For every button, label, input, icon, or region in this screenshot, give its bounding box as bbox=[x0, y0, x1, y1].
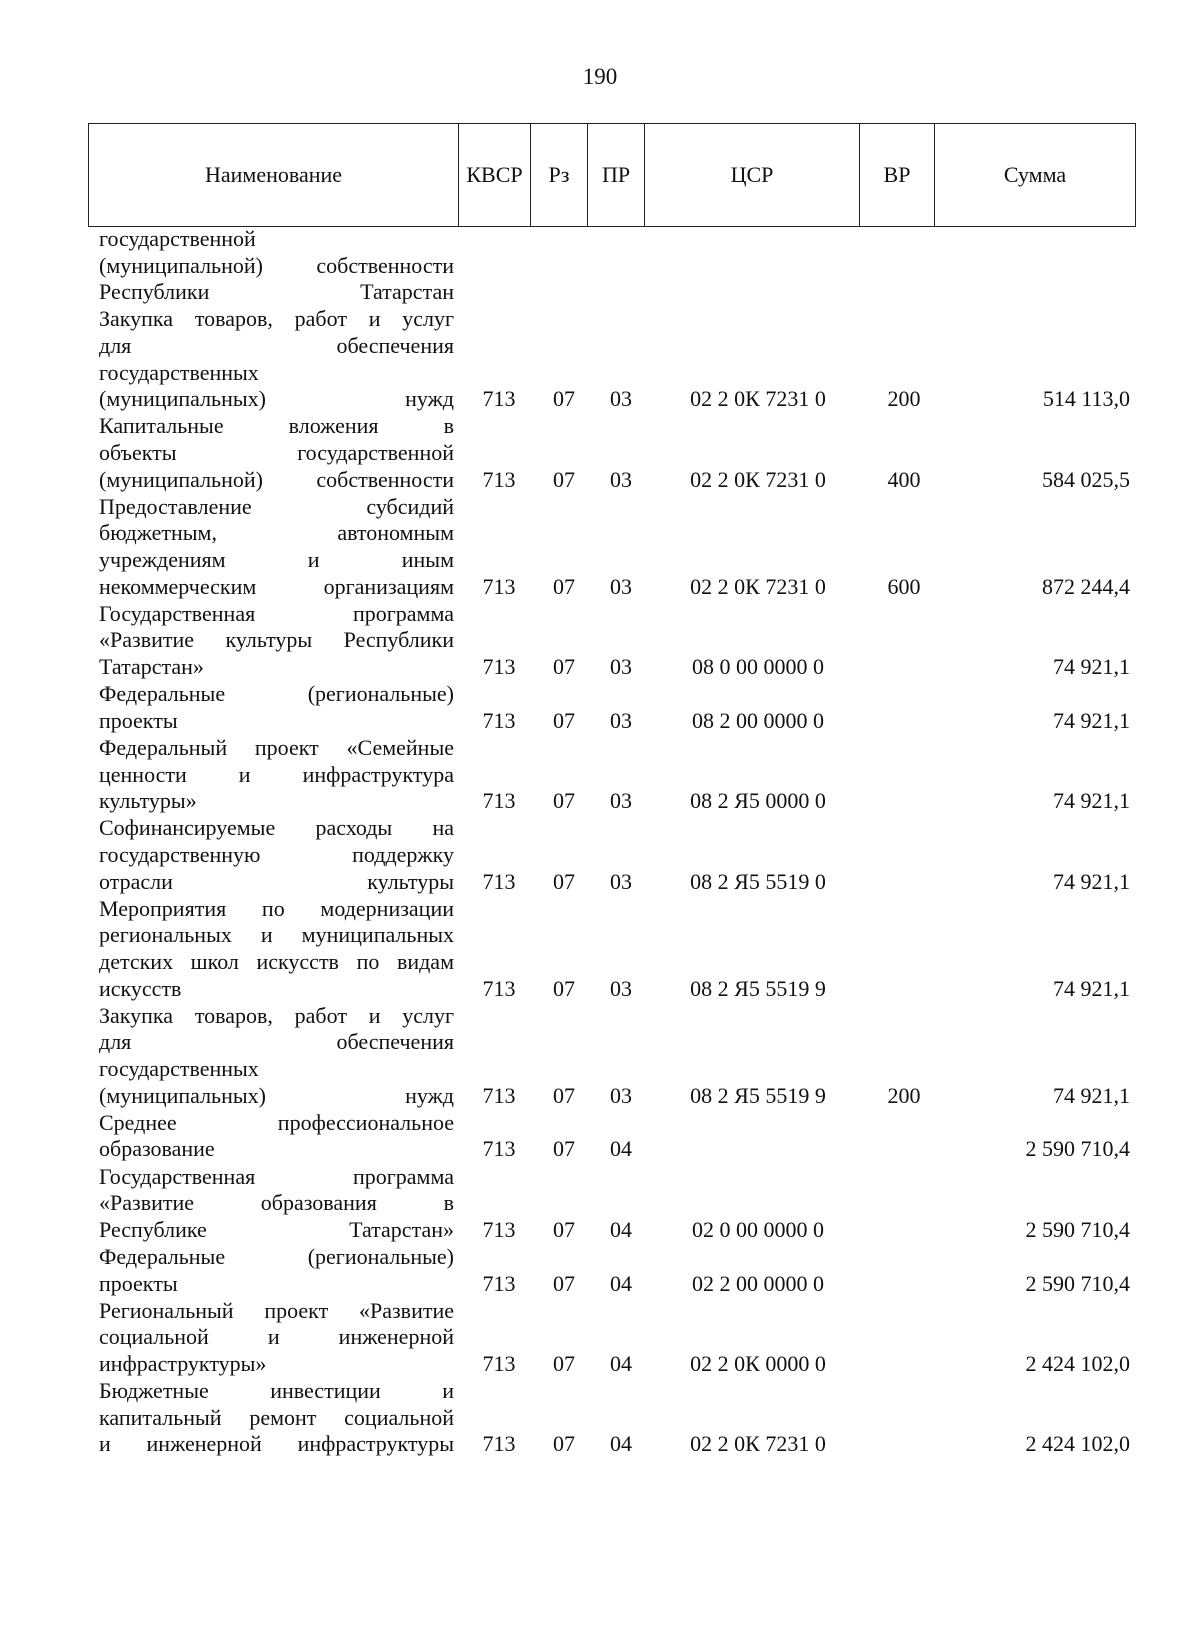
cell-csr: 02 2 0К 7231 0 bbox=[690, 466, 826, 492]
table-row bbox=[0, 1110, 1200, 1163]
row-name bbox=[99, 306, 454, 412]
cell-pr: 04 bbox=[610, 1431, 632, 1457]
table-header bbox=[88, 123, 1136, 227]
row-name-line: инфраструктуры» bbox=[99, 1350, 267, 1376]
row-name-line: Федеральный проект «Семейные bbox=[99, 735, 454, 760]
row-name-line: капитальный ремонт социальной bbox=[99, 1404, 454, 1430]
table-row bbox=[0, 815, 1200, 895]
row-name bbox=[99, 1003, 454, 1109]
cell-rz: 07 bbox=[553, 386, 575, 412]
page-number: 190 bbox=[582, 64, 618, 89]
row-name bbox=[99, 1244, 454, 1297]
row-name-line: объекты государственной bbox=[99, 439, 454, 465]
row-name bbox=[99, 601, 454, 681]
row-name-line: (муниципальной) собственности bbox=[99, 466, 454, 492]
cell-rz: 07 bbox=[553, 1216, 575, 1242]
cell-vr: 200 bbox=[887, 386, 921, 412]
row-name bbox=[99, 815, 454, 895]
table-row bbox=[0, 226, 1200, 306]
table-row bbox=[0, 1244, 1200, 1297]
row-name bbox=[99, 1298, 454, 1378]
cell-sum: 74 921,1 bbox=[1053, 1082, 1130, 1108]
table-row bbox=[0, 1164, 1200, 1244]
row-name-line: Предоставление субсидий bbox=[99, 493, 454, 519]
row-name bbox=[99, 1378, 454, 1458]
cell-csr: 08 0 00 0000 0 bbox=[692, 653, 824, 679]
row-name-line: некоммерческим организациям bbox=[99, 573, 454, 599]
row-name-line: Республике Татарстан» bbox=[99, 1216, 454, 1242]
row-name bbox=[99, 226, 454, 306]
cell-kvsr: 713 bbox=[482, 1136, 516, 1162]
row-name-line: Федеральные (региональные) bbox=[99, 1244, 454, 1269]
cell-pr: 03 bbox=[610, 788, 632, 814]
cell-rz: 07 bbox=[553, 1350, 575, 1376]
cell-pr: 03 bbox=[610, 868, 632, 894]
cell-kvsr: 713 bbox=[482, 975, 516, 1001]
header-csr: ЦСР bbox=[645, 124, 860, 226]
row-name-line: (муниципальных) нужд bbox=[99, 1082, 454, 1108]
cell-pr: 04 bbox=[610, 1216, 632, 1242]
cell-rz: 07 bbox=[553, 707, 575, 733]
cell-pr: 03 bbox=[610, 573, 632, 599]
cell-pr: 03 bbox=[610, 1082, 632, 1108]
cell-sum: 74 921,1 bbox=[1053, 975, 1130, 1001]
row-name-line: Федеральные (региональные) bbox=[99, 681, 454, 707]
row-name-line: «Развитие культуры Республики bbox=[99, 627, 454, 653]
cell-rz: 07 bbox=[553, 1082, 575, 1108]
cell-csr: 08 2 Я5 5519 9 bbox=[690, 1082, 826, 1108]
table-row bbox=[0, 413, 1200, 493]
cell-pr: 04 bbox=[610, 1270, 632, 1296]
cell-rz: 07 bbox=[553, 573, 575, 599]
cell-csr: 08 2 Я5 0000 0 bbox=[690, 788, 826, 814]
cell-csr: 02 2 0К 0000 0 bbox=[690, 1350, 826, 1376]
header-kvsr: КВСР bbox=[459, 124, 531, 226]
cell-rz: 07 bbox=[553, 975, 575, 1001]
row-name-line: Закупка товаров, работ и услуг bbox=[99, 1002, 454, 1028]
cell-kvsr: 713 bbox=[482, 466, 516, 492]
table-row bbox=[0, 601, 1200, 681]
row-name-line: Региональный проект «Развитие bbox=[99, 1297, 454, 1323]
row-name-line: ценности и инфраструктура bbox=[99, 761, 454, 787]
row-name-line: детских школ искусств по видам bbox=[99, 948, 454, 974]
cell-vr: 200 bbox=[887, 1082, 921, 1108]
row-name-line: государственной bbox=[99, 226, 256, 251]
table-row bbox=[0, 735, 1200, 815]
cell-sum: 2 424 102,0 bbox=[1025, 1431, 1130, 1457]
row-name-line: государственную поддержку bbox=[99, 841, 454, 867]
cell-sum: 2 424 102,0 bbox=[1025, 1350, 1130, 1376]
cell-sum: 872 244,4 bbox=[1042, 573, 1130, 599]
cell-rz: 07 bbox=[553, 466, 575, 492]
row-name bbox=[99, 413, 454, 493]
row-name-line: Бюджетные инвестиции и bbox=[99, 1378, 454, 1404]
cell-csr: 02 2 0К 7231 0 bbox=[690, 1431, 826, 1457]
row-name-line: региональных и муниципальных bbox=[99, 922, 454, 948]
row-name-line: государственных bbox=[99, 359, 259, 385]
header-sum: Сумма bbox=[1003, 162, 1067, 187]
row-name-line: Государственная программа bbox=[99, 1163, 454, 1189]
cell-sum: 2 590 710,4 bbox=[1025, 1270, 1130, 1296]
cell-kvsr: 713 bbox=[482, 653, 516, 679]
row-name-line: проекты bbox=[99, 707, 178, 733]
row-name bbox=[99, 681, 454, 734]
cell-sum: 74 921,1 bbox=[1053, 788, 1130, 814]
cell-sum: 2 590 710,4 bbox=[1025, 1136, 1130, 1162]
row-name-line: проекты bbox=[99, 1270, 178, 1296]
row-name bbox=[99, 494, 454, 600]
cell-pr: 03 bbox=[610, 653, 632, 679]
row-name-line: для обеспечения bbox=[99, 1029, 454, 1055]
row-name-line: государственных bbox=[99, 1055, 259, 1081]
table-row bbox=[0, 494, 1200, 600]
row-name bbox=[99, 1164, 454, 1244]
row-name-line: (муниципальных) нужд bbox=[99, 386, 454, 412]
cell-csr: 08 2 Я5 5519 0 bbox=[690, 868, 826, 894]
cell-vr: 600 bbox=[887, 573, 921, 599]
row-name-line: Закупка товаров, работ и услуг bbox=[99, 306, 454, 332]
header-pr: ПР bbox=[588, 124, 645, 226]
row-name-line: социальной и инженерной bbox=[99, 1324, 454, 1350]
cell-sum: 2 590 710,4 bbox=[1025, 1216, 1130, 1242]
cell-csr: 02 2 0К 7231 0 bbox=[690, 573, 826, 599]
cell-kvsr: 713 bbox=[482, 1350, 516, 1376]
table-row bbox=[0, 896, 1200, 1002]
cell-csr: 02 2 0К 7231 0 bbox=[690, 386, 826, 412]
cell-kvsr: 713 bbox=[482, 1431, 516, 1457]
cell-vr: 400 bbox=[887, 466, 921, 492]
cell-rz: 07 bbox=[553, 1431, 575, 1457]
cell-kvsr: 713 bbox=[482, 386, 516, 412]
row-name-line: Софинансируемые расходы на bbox=[99, 815, 454, 841]
cell-kvsr: 713 bbox=[482, 707, 516, 733]
header-name: Наименование bbox=[89, 124, 459, 226]
table-row bbox=[0, 1298, 1200, 1378]
row-name-line: для обеспечения bbox=[99, 332, 454, 358]
row-name-line: искусств bbox=[99, 975, 182, 1001]
cell-pr: 04 bbox=[610, 1350, 632, 1376]
row-name-line: Капитальные вложения в bbox=[99, 413, 454, 439]
row-name-line: Государственная программа bbox=[99, 600, 454, 626]
row-name-line: отрасли культуры bbox=[99, 868, 454, 894]
cell-rz: 07 bbox=[553, 1270, 575, 1296]
cell-csr: 08 2 Я5 5519 9 bbox=[690, 975, 826, 1001]
row-name bbox=[99, 1110, 454, 1163]
cell-pr: 03 bbox=[610, 975, 632, 1001]
cell-pr: 04 bbox=[610, 1136, 632, 1162]
header-vr: ВР bbox=[860, 124, 935, 226]
row-name-line: Среднее профессиональное bbox=[99, 1109, 454, 1135]
cell-kvsr: 713 bbox=[482, 573, 516, 599]
row-name-line: «Развитие образования в bbox=[99, 1190, 454, 1216]
cell-pr: 03 bbox=[610, 466, 632, 492]
row-name-line: (муниципальной) собственности bbox=[99, 252, 454, 278]
row-name-line: образование bbox=[99, 1136, 215, 1162]
row-name bbox=[99, 896, 454, 1002]
cell-rz: 07 bbox=[553, 868, 575, 894]
cell-sum: 74 921,1 bbox=[1053, 868, 1130, 894]
cell-rz: 07 bbox=[553, 653, 575, 679]
table-row bbox=[0, 681, 1200, 734]
cell-kvsr: 713 bbox=[482, 1216, 516, 1242]
row-name-line: Татарстан» bbox=[99, 653, 204, 679]
header-rz: Рз bbox=[531, 124, 588, 226]
cell-kvsr: 713 bbox=[482, 1082, 516, 1108]
cell-pr: 03 bbox=[610, 386, 632, 412]
row-name-line: культуры» bbox=[99, 788, 197, 814]
cell-kvsr: 713 bbox=[482, 1270, 516, 1296]
cell-rz: 07 bbox=[553, 788, 575, 814]
row-name-line: и инженерной инфраструктуры bbox=[99, 1431, 454, 1457]
cell-kvsr: 713 bbox=[482, 868, 516, 894]
cell-sum: 74 921,1 bbox=[1053, 653, 1130, 679]
cell-kvsr: 713 bbox=[482, 788, 516, 814]
table-row bbox=[0, 1378, 1200, 1458]
cell-csr: 08 2 00 0000 0 bbox=[692, 707, 824, 733]
cell-pr: 03 bbox=[610, 707, 632, 733]
cell-sum: 514 113,0 bbox=[1042, 386, 1130, 412]
cell-rz: 07 bbox=[553, 1136, 575, 1162]
row-name-line: бюджетным, автономным bbox=[99, 520, 454, 546]
table-row bbox=[0, 306, 1200, 412]
row-name-line: учреждениям и иным bbox=[99, 546, 454, 572]
row-name-line: Мероприятия по модернизации bbox=[99, 895, 454, 921]
cell-sum: 74 921,1 bbox=[1053, 707, 1130, 733]
row-name bbox=[99, 735, 454, 815]
cell-sum: 584 025,5 bbox=[1042, 466, 1130, 492]
row-name-line: Республики Татарстан bbox=[99, 279, 454, 305]
table-row bbox=[0, 1003, 1200, 1109]
cell-csr: 02 2 00 0000 0 bbox=[692, 1270, 824, 1296]
cell-csr: 02 0 00 0000 0 bbox=[692, 1216, 824, 1242]
